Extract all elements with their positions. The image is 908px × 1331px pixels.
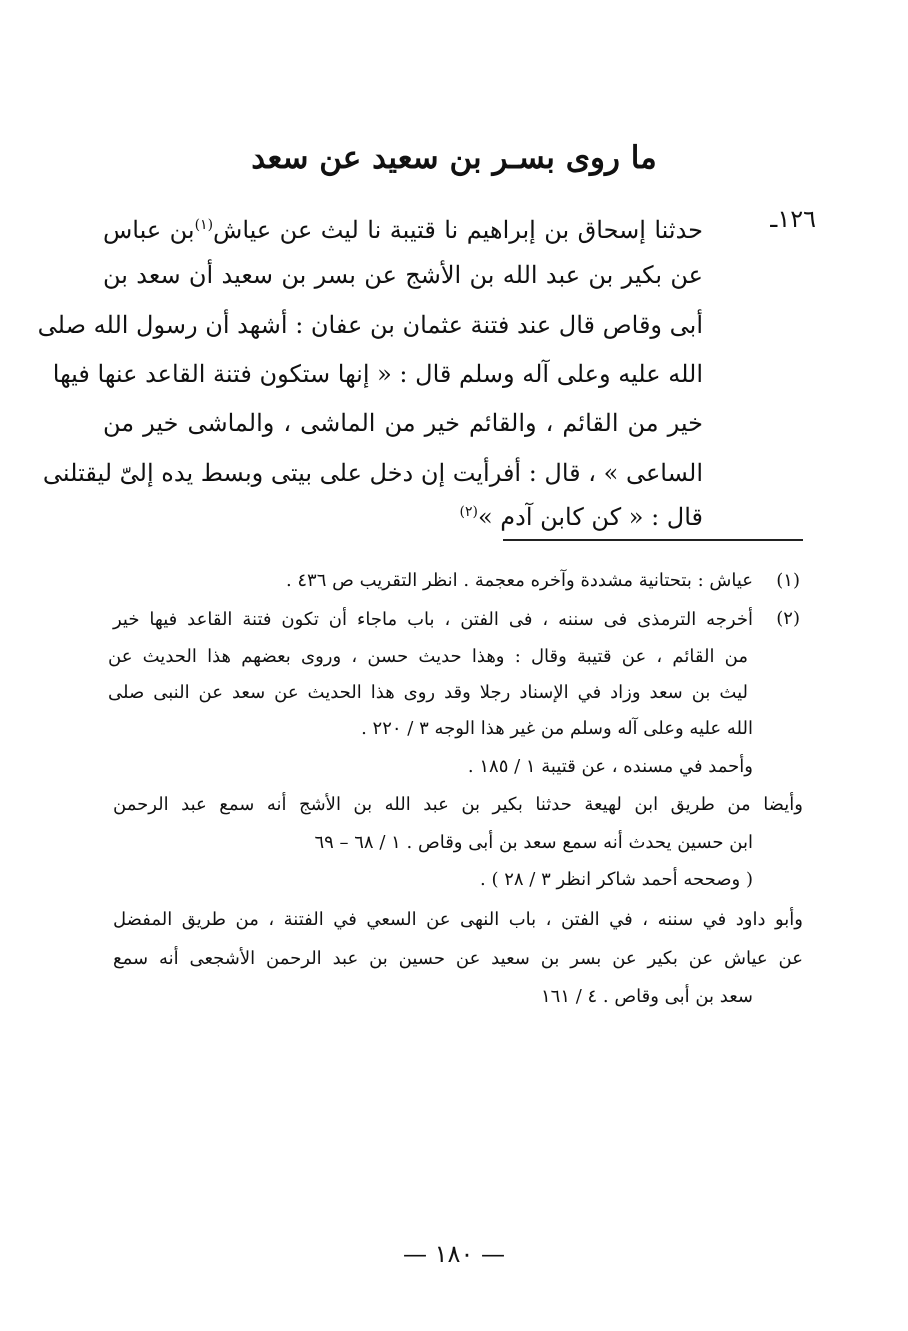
footnote-divider [503,539,803,541]
footnote-1-text: عياش : بتحتانية مشددة وآخره معجمة . انظر التقريب ص ٤٣٦ . [285,570,753,591]
footnote-2-line-2: من القائم ، عن قتيبة وقال : وهذا حديث حسن ، وروى بعضهم هذا الحديث عن [108,646,748,667]
hadith-line-5: خير من القائم ، والقائم خير من الماشى ، والماشى خير من [103,409,703,437]
footnote-2-line-8: ( وصححه أحمد شاكر انظر ٣ / ٢٨ ) . [480,869,753,890]
hadith-line-4: الله عليه وعلى آله وسلم قال : « إنها ستكون فتنة القاعد عنها فيها [52,360,703,388]
hadith-line-1-text: حدثنا إسحاق بن إبراهيم نا قتيبة نا ليث عن عياش [213,216,704,244]
footnote-2-number: (٢) [776,608,800,629]
footnote-2-line-5: وأحمد في مسنده ، عن قتيبة ١ / ١٨٥ . [467,756,753,777]
hadith-number: ١٢٦ـ [770,205,816,233]
footnote-2-line-11: سعد بن أبى وقاص . ٤ / ١٦١ [540,986,753,1007]
hadith-line-7-text: قال : « كن كابن آدم » [477,503,703,531]
hadith-line-7 [103,495,703,534]
footnote-1-number: (١) [776,570,800,591]
hadith-line-1 [103,208,703,247]
footnote-2-line-10: عن عياش عن بكير عن بسر بن سعيد عن حسين بن عبد الرحمن الأشجعى أنه سمع [113,948,803,969]
footnote-ref-2: (٢) [459,504,478,520]
footnote-2-line-1: أخرجه الترمذى فى سننه ، فى الفتن ، باب ماجاء أن تكون فتنة القاعد فيها خير [113,609,753,630]
footnote-2-line-6: وأيضا من طريق ابن لهيعة حدثنا بكير بن عبد الله بن الأشج أنه سمع عبد الرحمن [113,794,803,815]
hadith-line-2: عن بكير بن عبد الله بن الأشج عن بسر بن سعيد أن سعد بن [103,261,703,289]
footnote-2-line-3: ليث بن سعد وزاد في الإسناد رجلا وقد روى هذا الحديث عن سعد عن النبى صلى [108,682,748,703]
footnote-ref-1: (١) [194,217,214,233]
footnote-2-line-4: الله عليه وعلى آله وسلم من غير هذا الوجه ٣ / ٢٢٠ . [361,718,753,739]
hadith-line-6: الساعى » ، قال : أفرأيت إن دخل على بيتى وبسط يده إلىّ ليقتلنى [42,459,703,487]
footnote-2-line-9: وأبو داود في سننه ، في الفتن ، باب النهى عن السعي في الفتنة ، من طريق المفضل [113,909,803,930]
hadith-line-3: أبى وقاص قال عند فتنة عثمان بن عفان : أشهد أن رسول الله صلى [37,311,703,339]
section-title: ما روى بسـر بن سعيد عن سعد [251,140,657,176]
page-number: — ١٨٠ — [403,1240,505,1268]
footnote-2-line-7: ابن حسين يحدث أنه سمع سعد بن أبى وقاص . ١ / ٦٨ – ٦٩ [314,832,753,853]
hadith-line-1-tail: بن عباس [103,216,195,244]
